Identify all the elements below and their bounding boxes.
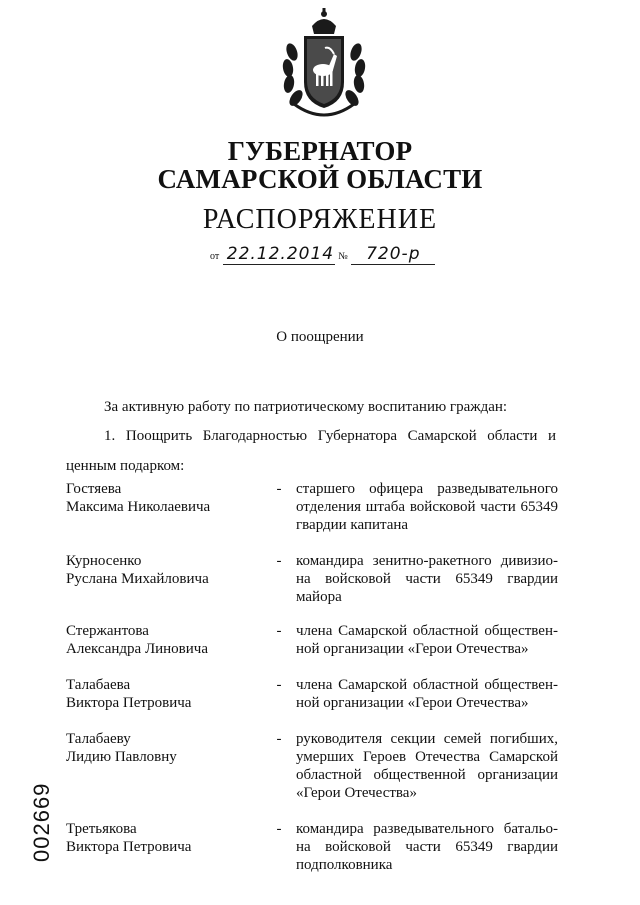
recipient-surname: Талабаева	[66, 677, 131, 693]
recipient-surname: Талабаеву	[66, 731, 131, 747]
item1-line1: 1. Поощрить Благодарностью Губернатора Самарской области и	[104, 428, 556, 444]
recipient-position	[296, 730, 558, 802]
recipient-position	[296, 552, 558, 606]
position-line: майора	[296, 589, 342, 605]
recipient-dash: -	[276, 821, 282, 837]
position-line: «Герои Отечества»	[296, 785, 417, 801]
recipient-surname: Гостяева	[66, 481, 122, 497]
recipient-given: Лидию Павловну	[66, 749, 177, 765]
date-number-line	[210, 244, 435, 265]
recipient-name	[66, 552, 271, 588]
position-line: на войсковой части 65349 гвардии	[296, 839, 558, 855]
coat-of-arms-icon	[276, 8, 372, 122]
recipient-dash: -	[276, 553, 282, 569]
recipient-name	[66, 480, 271, 516]
recipient-surname: Курносенко	[66, 553, 142, 569]
recipient-dash: -	[276, 481, 282, 497]
position-line: ной организации «Герои Отечества»	[296, 695, 529, 711]
recipient-given: Александра Линовича	[66, 641, 208, 657]
position-line: командира разведывательного батальо-	[296, 821, 558, 837]
recipient-position	[296, 820, 558, 874]
recipient-surname: Третьякова	[66, 821, 137, 837]
intro-paragraph: За активную работу по патриотическому воспитанию граждан:	[104, 399, 508, 415]
recipient-position	[296, 676, 558, 712]
recipient-given: Руслана Михайловича	[66, 571, 209, 587]
recipient-given: Максима Николаевича	[66, 499, 211, 515]
document-type: РАСПОРЯЖЕНИЕ	[202, 204, 438, 235]
position-line: отделения штаба войсковой части 65349	[296, 499, 558, 515]
recipient-surname: Стержантова	[66, 623, 149, 639]
date-prefix: от	[210, 251, 220, 262]
recipient-given: Виктора Петровича	[66, 695, 192, 711]
date-value: 22.12.2014	[223, 244, 335, 265]
position-line: члена Самарской областной обществен-	[296, 623, 558, 639]
recipient-dash: -	[276, 677, 282, 693]
document-subject: О поощрении	[276, 329, 364, 345]
position-line: члена Самарской областной обществен-	[296, 677, 558, 693]
recipient-position	[296, 622, 558, 658]
recipient-dash: -	[276, 623, 282, 639]
issuer-region: САМАРСКОЙ ОБЛАСТИ	[157, 164, 483, 194]
number-sign: №	[338, 251, 348, 262]
position-line: областной общественной организации	[296, 767, 558, 783]
recipient-name	[66, 622, 271, 658]
recipient-position	[296, 480, 558, 534]
position-line: умерших Героев Отечества Самарской	[296, 749, 558, 765]
position-line: командира зенитно-ракетного дивизио-	[296, 553, 558, 569]
position-line: руководителя секции семей погибших,	[296, 731, 558, 747]
position-line: на войсковой части 65349 гвардии	[296, 571, 558, 587]
registration-stamp-number: 002669	[29, 782, 54, 862]
recipient-name	[66, 820, 271, 856]
position-line: ной организации «Герои Отечества»	[296, 641, 529, 657]
position-line: подполковника	[296, 857, 393, 873]
position-line: старшего офицера разведывательного	[296, 481, 558, 497]
recipient-name	[66, 730, 271, 766]
issuer-title: ГУБЕРНАТОР	[227, 136, 413, 166]
number-value: 720-р	[351, 244, 435, 265]
recipient-given: Виктора Петровича	[66, 839, 192, 855]
item1-line2: ценным подарком:	[66, 458, 185, 474]
position-line: гвардии капитана	[296, 517, 409, 533]
recipient-name	[66, 676, 271, 712]
recipient-dash: -	[276, 731, 282, 747]
